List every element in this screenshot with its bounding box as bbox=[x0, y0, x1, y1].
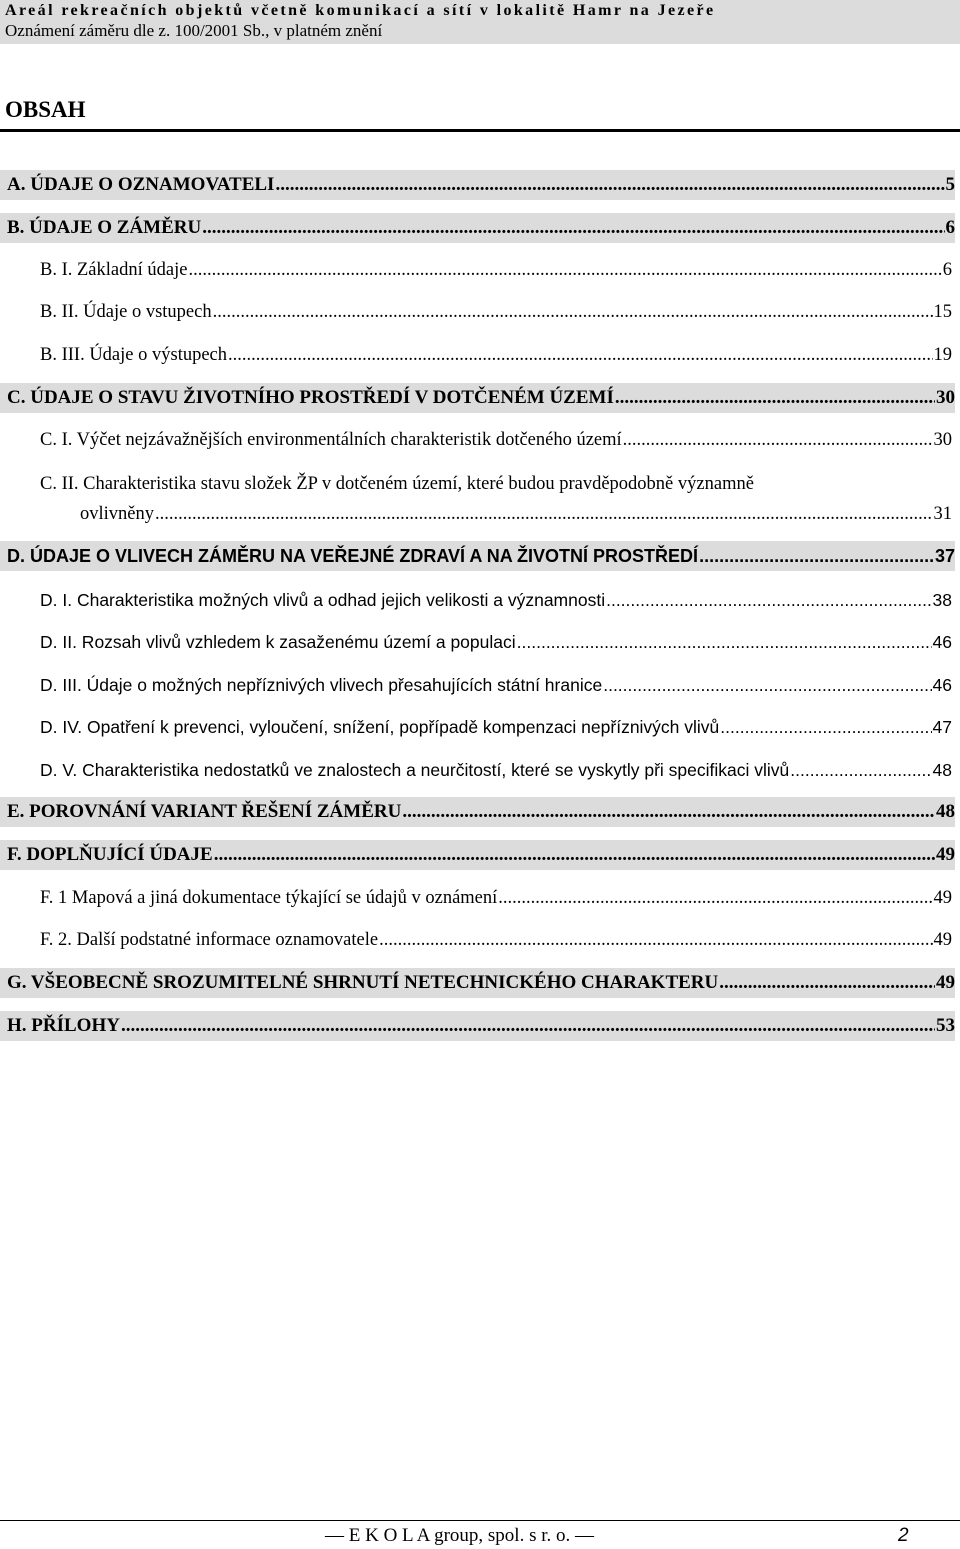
toc-entry-label: A. ÚDAJE O OZNAMOVATELI bbox=[7, 174, 275, 195]
toc-page-number: 30 bbox=[933, 430, 952, 450]
toc-page-number: 31 bbox=[933, 504, 952, 524]
toc-page-number: 49 bbox=[936, 844, 955, 865]
toc-leader bbox=[699, 541, 934, 571]
contents-heading: OBSAH bbox=[5, 97, 86, 122]
toc-page-number: 37 bbox=[934, 546, 955, 566]
footer-page-number: 2 bbox=[898, 1525, 909, 1546]
toc-entry-label: B. III. Údaje o výstupech bbox=[40, 345, 228, 365]
toc-leader bbox=[214, 840, 935, 870]
toc-entry-e[interactable] bbox=[0, 797, 955, 827]
document-title: Areál rekreačních objektů včetně komunikací a sítí v lokalitě Hamr na Jezeře bbox=[5, 2, 716, 19]
toc-leader bbox=[720, 712, 931, 742]
footer-company: — E K O L A group, spol. s r. o. — bbox=[325, 1525, 594, 1546]
toc-leader bbox=[379, 925, 932, 955]
toc-entry-label: B. I. Základní údaje bbox=[40, 260, 188, 280]
toc-entry-b-i[interactable] bbox=[40, 255, 952, 285]
document-subtitle: Oznámení záměru dle z. 100/2001 Sb., v platném znění bbox=[5, 21, 383, 40]
toc-entry-c-i[interactable] bbox=[40, 425, 952, 455]
toc-leader bbox=[213, 297, 933, 327]
toc-page-number: 48 bbox=[932, 760, 952, 780]
toc-entry-label: G. VŠEOBECNĚ SROZUMITELNÉ SHRNUTÍ NETECHNICKÉHO CHARAKTERU bbox=[7, 972, 719, 993]
toc-entry-label: C. I. Výčet nejzávažnějších environmentálních charakteristik dotčeného území bbox=[40, 430, 622, 450]
toc-page-number: 47 bbox=[932, 717, 952, 737]
toc-page-number: 46 bbox=[932, 675, 952, 695]
toc-leader bbox=[615, 383, 935, 413]
toc-entry-label: D. III. Údaje o možných nepříznivých vlivech přesahujících státní hranice bbox=[40, 675, 603, 695]
toc-entry-d[interactable] bbox=[0, 541, 955, 571]
toc-entry-label: H. PŘÍLOHY bbox=[7, 1015, 120, 1036]
toc-entry-b-iii[interactable] bbox=[40, 340, 952, 370]
toc-entry-f[interactable] bbox=[0, 840, 955, 870]
toc-leader bbox=[719, 968, 935, 998]
toc-page-number: 49 bbox=[936, 972, 955, 993]
page-header bbox=[0, 0, 960, 44]
toc-entry-h[interactable] bbox=[0, 1011, 955, 1041]
toc-page-number: 53 bbox=[936, 1015, 955, 1036]
toc-entry-label: D. IV. Opatření k prevenci, vyloučení, snížení, popřípadě kompenzaci nepříznivých vlivů bbox=[40, 717, 720, 737]
toc-leader bbox=[498, 883, 932, 913]
toc-entry-label: C. ÚDAJE O STAVU ŽIVOTNÍHO PROSTŘEDÍ V DOTČENÉM ÚZEMÍ bbox=[7, 387, 614, 408]
toc-leader bbox=[606, 585, 931, 615]
toc-leader bbox=[275, 170, 944, 200]
toc-page-number: 38 bbox=[932, 590, 952, 610]
toc-entry-c[interactable] bbox=[0, 383, 955, 413]
toc-page-number: 48 bbox=[936, 801, 955, 822]
toc-entry-label: F. 2. Další podstatné informace oznamovatele bbox=[40, 930, 379, 950]
toc-leader bbox=[155, 499, 933, 529]
toc-entry-label: B. II. Údaje o vstupech bbox=[40, 302, 212, 322]
toc-entry-d-i[interactable] bbox=[40, 585, 952, 615]
toc-entry-label: D. V. Charakteristika nedostatků ve znalostech a neurčitostí, které se vyskytly při specifikaci vlivů bbox=[40, 760, 790, 780]
toc-page-number: 15 bbox=[933, 302, 952, 322]
toc-page-number: 6 bbox=[942, 260, 952, 280]
toc-entry-label: F. DOPLŇUJÍCÍ ÚDAJE bbox=[7, 844, 213, 865]
toc-entry-label-continued: ovlivněny bbox=[80, 504, 154, 524]
toc-entry-d-iii[interactable] bbox=[40, 670, 952, 700]
toc-page-number: 46 bbox=[932, 632, 952, 652]
toc-entry-g[interactable] bbox=[0, 968, 955, 998]
toc-page-number: 30 bbox=[936, 387, 955, 408]
toc-entry-label: C. II. Charakteristika stavu složek ŽP v dotčeném území, které budou pravděpodobně významně bbox=[40, 474, 754, 494]
toc-page-number: 49 bbox=[933, 930, 952, 950]
toc-entry-f-1[interactable] bbox=[40, 883, 952, 913]
toc-entry-a[interactable] bbox=[0, 170, 955, 200]
toc-entry-d-v[interactable] bbox=[40, 755, 952, 785]
toc-entry-label: E. POROVNÁNÍ VARIANT ŘEŠENÍ ZÁMĚRU bbox=[7, 801, 402, 822]
toc-entry-label: B. ÚDAJE O ZÁMĚRU bbox=[7, 217, 202, 238]
heading-rule bbox=[0, 129, 960, 132]
toc-page-number: 6 bbox=[945, 217, 955, 238]
toc-entry-label: D. II. Rozsah vlivů vzhledem k zasaženému území a populaci bbox=[40, 632, 516, 652]
toc-leader bbox=[121, 1011, 935, 1041]
toc-entry-f-2[interactable] bbox=[40, 925, 952, 955]
toc-entry-c-ii[interactable] bbox=[40, 469, 952, 529]
toc-page-number: 49 bbox=[933, 888, 952, 908]
toc-entry-label: D. ÚDAJE O VLIVECH ZÁMĚRU NA VEŘEJNÉ ZDRAVÍ A NA ŽIVOTNÍ PROSTŘEDÍ bbox=[7, 546, 699, 566]
footer-rule bbox=[0, 1520, 960, 1521]
toc-entry-d-ii[interactable] bbox=[40, 627, 952, 657]
toc-entry-b[interactable] bbox=[0, 213, 955, 243]
toc-leader bbox=[790, 755, 931, 785]
toc-leader bbox=[228, 340, 932, 370]
toc-page-number: 19 bbox=[933, 345, 952, 365]
toc-entry-label: D. I. Charakteristika možných vlivů a odhad jejich velikosti a významnosti bbox=[40, 590, 606, 610]
toc-leader bbox=[517, 627, 932, 657]
toc-leader bbox=[623, 425, 933, 455]
toc-entry-label: F. 1 Mapová a jiná dokumentace týkající se údajů v oznámení bbox=[40, 888, 498, 908]
toc-leader bbox=[202, 213, 944, 243]
toc-page-number: 5 bbox=[945, 174, 955, 195]
toc-entry-d-iv[interactable] bbox=[40, 712, 952, 742]
toc-entry-b-ii[interactable] bbox=[40, 297, 952, 327]
toc-leader bbox=[603, 670, 931, 700]
toc-leader bbox=[402, 797, 935, 827]
toc-leader bbox=[188, 255, 941, 285]
